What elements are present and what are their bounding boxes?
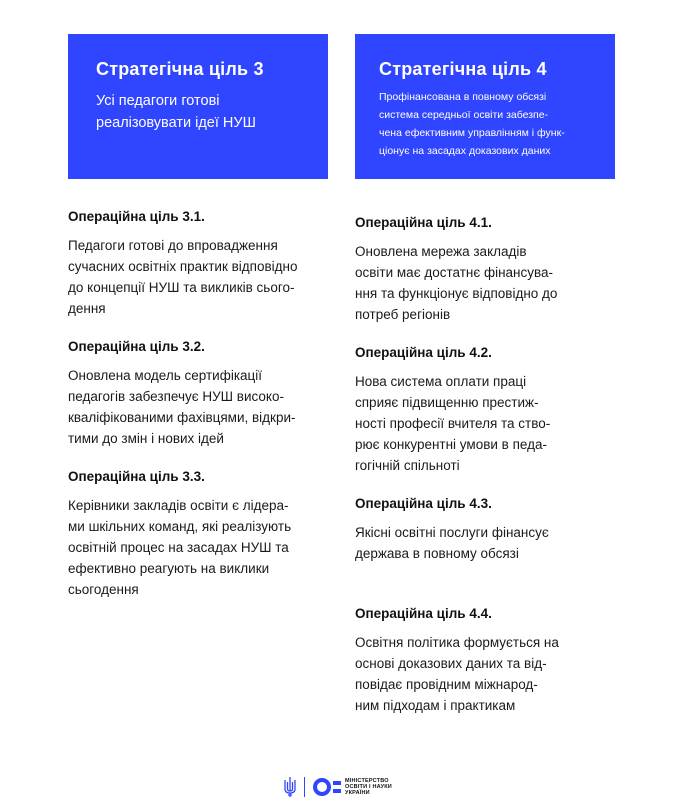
op-text bbox=[355, 632, 615, 716]
op-line: Якісні освітні послуги фінансує bbox=[355, 525, 549, 540]
operational-goal-4-3 bbox=[355, 494, 615, 564]
op-title: Операційна ціль 4.4. bbox=[355, 606, 492, 621]
left-column bbox=[68, 34, 328, 600]
op-line: ним підходам і практикам bbox=[355, 698, 516, 713]
goal-desc-line: система середньої освіти забезпе- bbox=[379, 109, 549, 121]
op-text bbox=[355, 522, 615, 564]
op-line: держава в повному обсязі bbox=[355, 546, 519, 561]
op-line: сучасних освітніх практик відповідно bbox=[68, 259, 298, 274]
op-line: Педагоги готові до впровадження bbox=[68, 238, 278, 253]
op-line: Оновлена мережа закладів bbox=[355, 244, 527, 259]
ministry-name bbox=[345, 778, 392, 796]
op-text bbox=[355, 241, 615, 325]
op-line: основі доказових даних та від- bbox=[355, 656, 547, 671]
op-line: педагогів забезпечує НУШ високо- bbox=[68, 389, 284, 404]
strategic-goal-title: Стратегічна ціль 3 bbox=[96, 59, 264, 79]
op-line: Керівники закладів освіти є лідера- bbox=[68, 498, 289, 513]
ministry-logo-bars bbox=[333, 781, 341, 793]
op-title: Операційна ціль 4.2. bbox=[355, 345, 492, 360]
ministry-logo-icon bbox=[313, 778, 331, 796]
footer-divider bbox=[304, 777, 305, 797]
operational-goal-3-2 bbox=[68, 337, 328, 449]
goal-desc-line: Усі педагоги готові bbox=[96, 93, 220, 109]
trident-icon bbox=[283, 776, 297, 798]
op-line: сьогодення bbox=[68, 582, 139, 597]
strategic-goal-3-box bbox=[68, 34, 328, 179]
operational-goal-4-2 bbox=[355, 343, 615, 476]
ministry-footer-logo bbox=[283, 773, 392, 801]
op-line: повідає провідним міжнарод- bbox=[355, 677, 538, 692]
operational-goal-3-3 bbox=[68, 467, 328, 600]
op-line: ми шкільних команд, які реалізують bbox=[68, 519, 292, 534]
op-line: тими до змін і нових ідей bbox=[68, 431, 224, 446]
operational-goal-3-1 bbox=[68, 207, 328, 319]
op-title: Операційна ціль 4.3. bbox=[355, 496, 492, 511]
op-line: Освітня політика формується на bbox=[355, 635, 559, 650]
op-text bbox=[68, 495, 328, 600]
right-column bbox=[355, 34, 615, 716]
op-text bbox=[68, 235, 328, 319]
strategic-goal-desc bbox=[96, 90, 296, 134]
operational-goal-4-1 bbox=[355, 213, 615, 325]
op-text bbox=[355, 371, 615, 476]
op-line: освіти має достатнє фінансува- bbox=[355, 265, 554, 280]
ministry-name-line: ОСВІТИ І НАУКИ bbox=[345, 784, 392, 790]
ministry-name-line: УКРАЇНИ bbox=[345, 790, 370, 796]
goal-desc-line: ціонує на засадах доказових даних bbox=[379, 145, 551, 157]
goal-desc-line: Профінансована в повному обсязі bbox=[379, 91, 547, 103]
op-line: Нова система оплати праці bbox=[355, 374, 527, 389]
strategic-goal-4-box bbox=[355, 34, 615, 179]
op-line: гогічній спільноті bbox=[355, 458, 460, 473]
op-title: Операційна ціль 4.1. bbox=[355, 215, 492, 230]
strategic-goal-desc bbox=[379, 88, 604, 160]
op-line: кваліфікованими фахівцями, відкри- bbox=[68, 410, 296, 425]
goal-desc-line: реалізовувати ідеї НУШ bbox=[96, 115, 256, 131]
op-text bbox=[68, 365, 328, 449]
goal-desc-line: чена ефективним управлінням і функ- bbox=[379, 127, 565, 139]
operational-goal-4-4 bbox=[355, 604, 615, 716]
op-title: Операційна ціль 3.2. bbox=[68, 339, 205, 354]
op-line: сприяє підвищенню престиж- bbox=[355, 395, 539, 410]
strategic-goal-title: Стратегічна ціль 4 bbox=[379, 59, 547, 79]
op-line: ності професії вчителя та ство- bbox=[355, 416, 551, 431]
op-line: ння та функціонує відповідно до bbox=[355, 286, 558, 301]
op-title: Операційна ціль 3.1. bbox=[68, 209, 205, 224]
op-title: Операційна ціль 3.3. bbox=[68, 469, 205, 484]
op-line: до концепції НУШ та викликів сього- bbox=[68, 280, 295, 295]
ministry-name-line: МІНІСТЕРСТВО bbox=[345, 778, 389, 784]
op-line: Оновлена модель сертифікації bbox=[68, 368, 263, 383]
op-line: ефективно реагують на виклики bbox=[68, 561, 270, 576]
op-line: дення bbox=[68, 301, 106, 316]
op-line: потреб регіонів bbox=[355, 307, 451, 322]
op-line: рює конкурентні умови в педа- bbox=[355, 437, 547, 452]
op-line: освітній процес на засадах НУШ та bbox=[68, 540, 289, 555]
